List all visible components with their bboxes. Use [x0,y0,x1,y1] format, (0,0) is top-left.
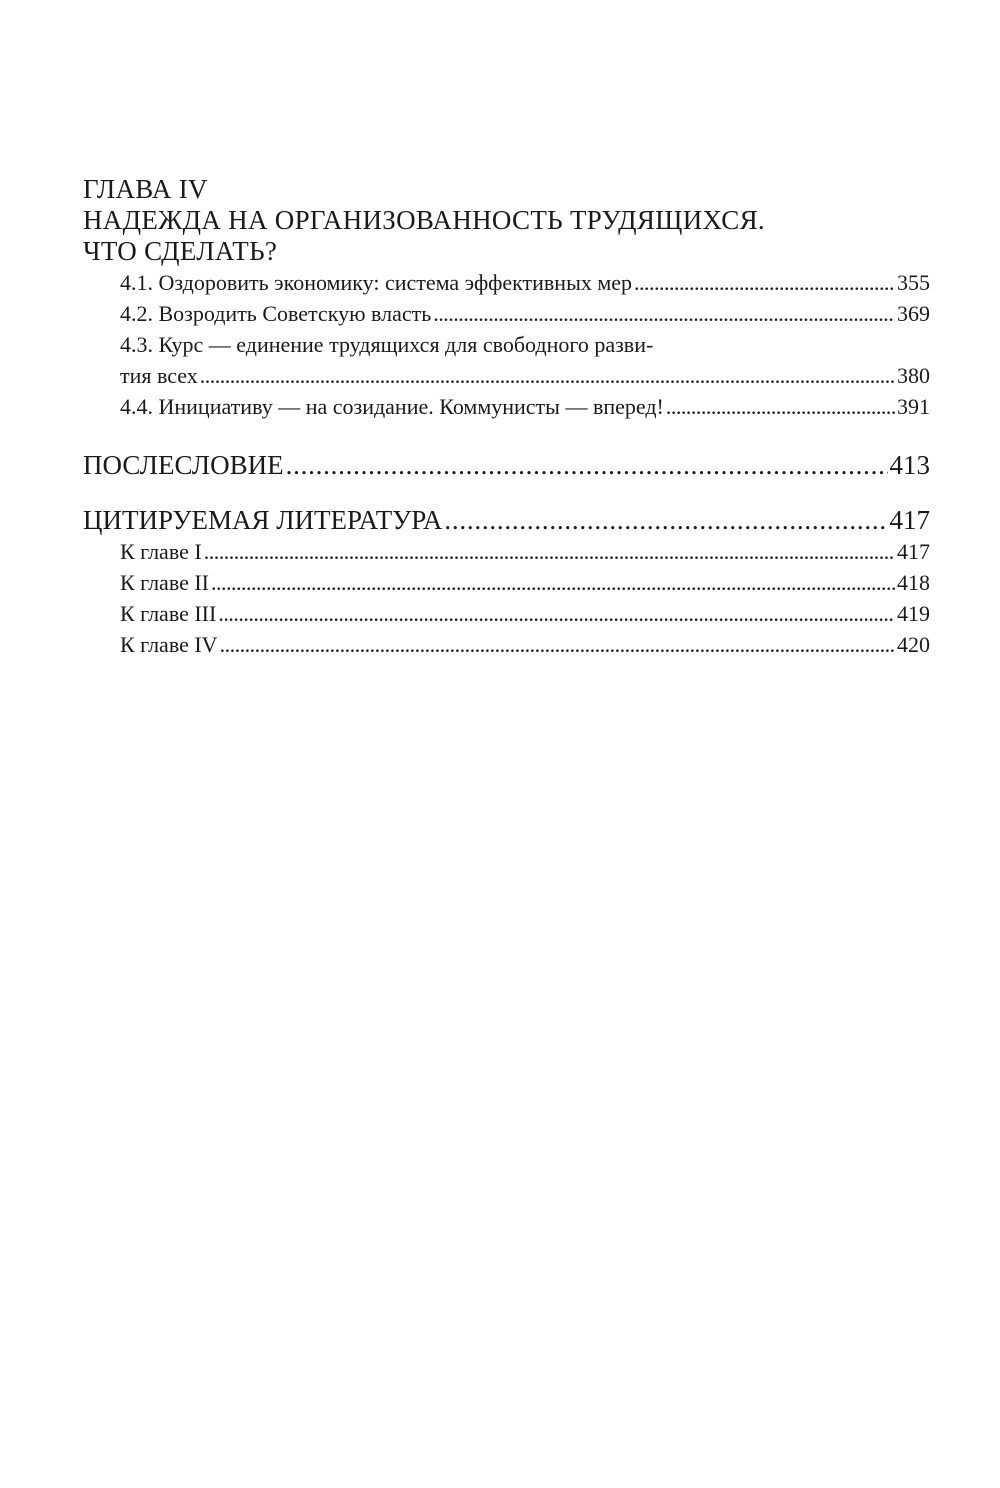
toc-entry-title: ЦИТИРУЕМАЯ ЛИТЕРАТУРА [83,505,443,535]
toc-entry-title: 4.4. Инициативу — на созидание. Коммунисты — вперед! [120,394,664,419]
toc-entry-title-line-1: 4.3. Курс — единение трудящихся для свободного разви- [120,332,654,357]
toc-entry-4-1[interactable] [83,267,930,298]
dot-leader [211,567,895,598]
toc-entry-page: 417 [889,505,930,535]
toc-entry-title: К главе III [120,601,217,626]
chapter-title-line-2: ЧТО СДЕЛАТЬ? [83,236,278,266]
dot-leader [634,267,895,298]
toc-entry-page: 417 [897,539,930,564]
toc-entry-4-2[interactable] [83,298,930,329]
toc-entry-lit-chapter-3[interactable] [83,598,930,629]
toc-entry-page: 420 [897,632,930,657]
toc-entry-title: К главе I [120,539,202,564]
toc-entry-literature[interactable] [83,505,930,536]
dot-leader [220,629,895,660]
toc-entry-page: 391 [897,394,930,419]
toc-entry-lit-chapter-2[interactable] [83,567,930,598]
toc-entry-title-line-2: тия всех [120,363,198,388]
dot-leader [204,536,895,567]
dot-leader [218,598,895,629]
dot-leader [444,505,887,536]
toc-entry-title: К главе II [120,570,209,595]
toc-entry-page: 413 [889,450,930,480]
toc-entry-4-3[interactable] [83,329,930,391]
toc-entry-page: 419 [897,601,930,626]
toc-entry-title: К главе IV [120,632,218,657]
toc-entry-page: 355 [897,270,930,295]
toc-entry-title: 4.1. Оздоровить экономику: система эффективных мер [120,270,633,295]
toc-entry-4-4[interactable] [83,391,930,422]
toc-entry-lit-chapter-4[interactable] [83,629,930,660]
toc-entry-title: 4.2. Возродить Советскую власть [120,301,432,326]
dot-leader [286,450,888,481]
toc-entry-title: ПОСЛЕСЛОВИЕ [83,450,284,480]
toc-entry-page: 418 [897,570,930,595]
chapter-title-line-1: НАДЕЖДА НА ОРГАНИЗОВАННОСТЬ ТРУДЯЩИХСЯ. [83,205,765,235]
dot-leader [433,298,895,329]
toc-entry-lit-chapter-1[interactable] [83,536,930,567]
table-of-contents [83,174,930,660]
chapter-label: ГЛАВА IV [83,174,208,204]
dot-leader [200,360,895,391]
toc-entry-page: 369 [897,301,930,326]
toc-entry-afterword[interactable] [83,450,930,481]
toc-entry-page: 380 [897,363,930,388]
dot-leader [666,391,895,422]
